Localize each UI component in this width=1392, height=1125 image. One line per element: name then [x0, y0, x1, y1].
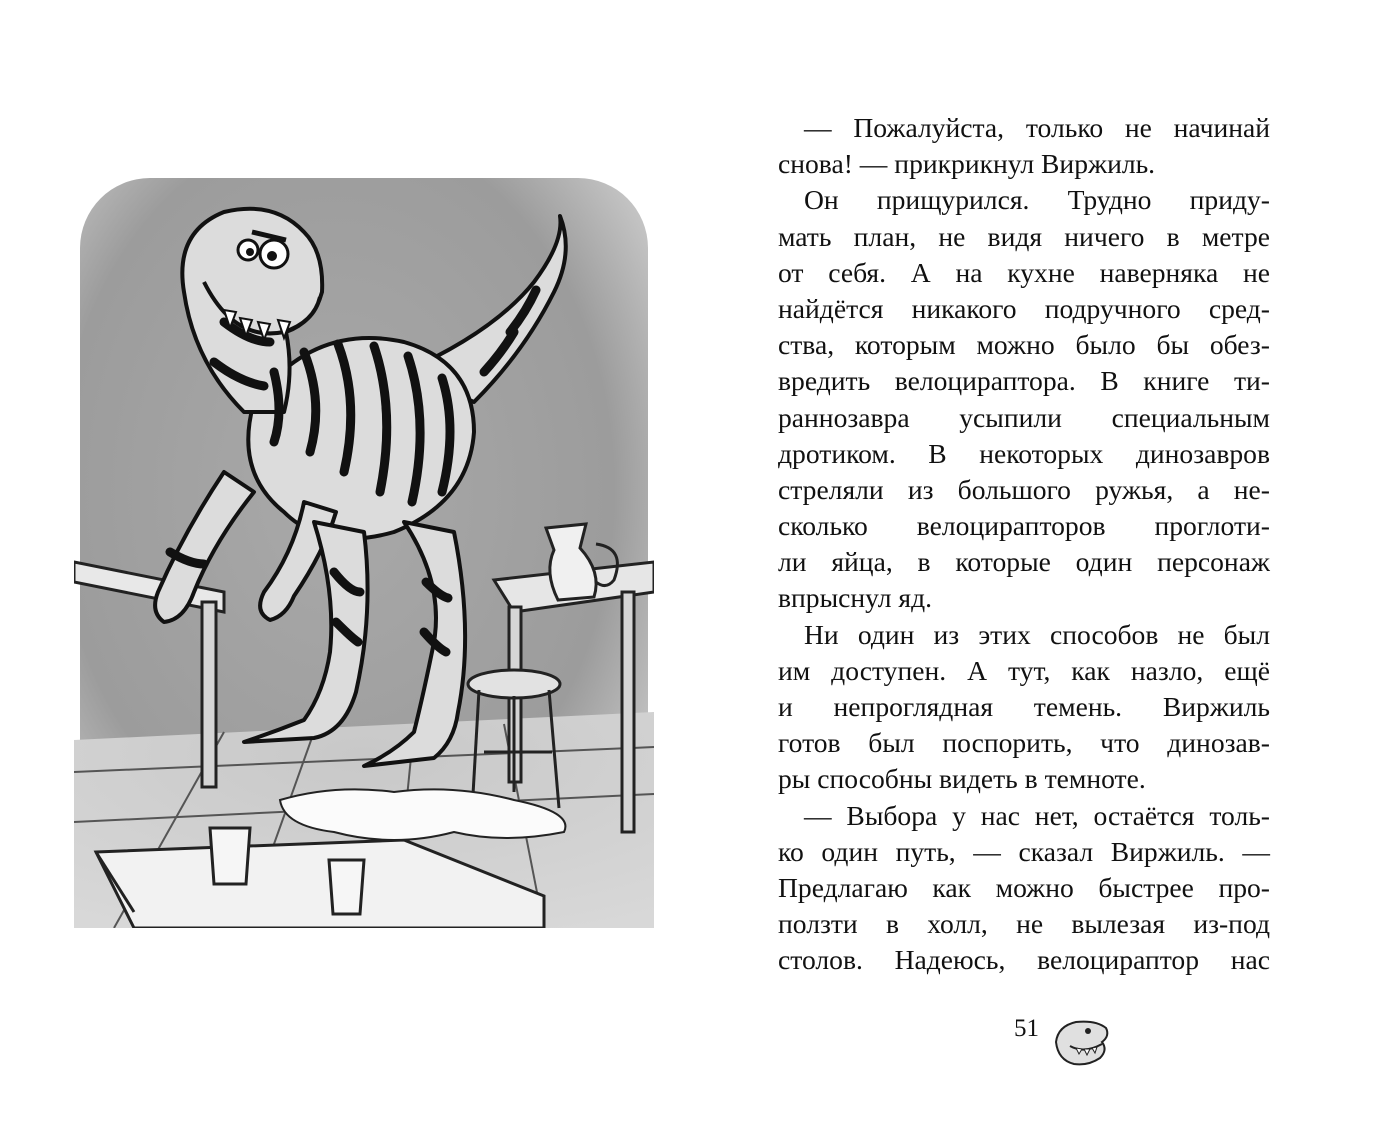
dinosaur-head-icon — [1050, 1014, 1112, 1070]
text-line: сколько велоцирапторов проглоти- — [778, 510, 1270, 542]
text-line: ко один путь, — сказал Виржиль. — — [778, 835, 1270, 867]
text-line: — Пожалуйста, только не начинай — [804, 112, 1270, 143]
text-line: мать план, не видя ничего в метре — [778, 220, 1270, 252]
velociraptor-in-kitchen-illustration — [74, 172, 654, 928]
text-line: найдётся никакого подручного сред- — [778, 292, 1270, 324]
body-text — [778, 110, 1270, 979]
text-line: — Выбора у нас нет, остаётся толь- — [804, 799, 1270, 831]
text-line: ползти в холл, не вылезая из-под — [778, 908, 1270, 940]
text-line: им доступен. А тут, как назло, ещё — [778, 654, 1270, 686]
text-line: Он прищурился. Трудно приду- — [804, 184, 1270, 216]
page-number: 51 — [1014, 1015, 1039, 1042]
text-line: снова! — прикрикнул Виржиль. — [778, 148, 1156, 180]
text-line: ли яйца, в которые один персонаж — [778, 546, 1270, 578]
text-line: стреляли из большого ружья, а не- — [778, 473, 1270, 505]
text-line: раннозавра усыпили специальным — [778, 401, 1270, 433]
text-line: и непроглядная темень. Виржиль — [778, 691, 1270, 722]
text-line: от себя. А на кухне наверняка не — [778, 256, 1270, 288]
text-line: Предлагаю как можно быстрее про- — [778, 871, 1270, 903]
text-line: ры способны видеть в темноте. — [778, 763, 1146, 795]
text-line: ства, которым можно было бы обез- — [778, 329, 1270, 361]
text-line: дротиком. В некоторых динозавров — [778, 437, 1270, 469]
text-line: впрыснул яд. — [778, 582, 933, 614]
text-line: вредить велоцираптора. В книге ти- — [778, 365, 1270, 397]
text-line: Ни один из этих способов не был — [804, 618, 1270, 650]
text-line: готов был поспорить, что динозав- — [778, 727, 1270, 759]
text-line: столов. Надеюсь, велоцираптор нас — [778, 944, 1270, 976]
